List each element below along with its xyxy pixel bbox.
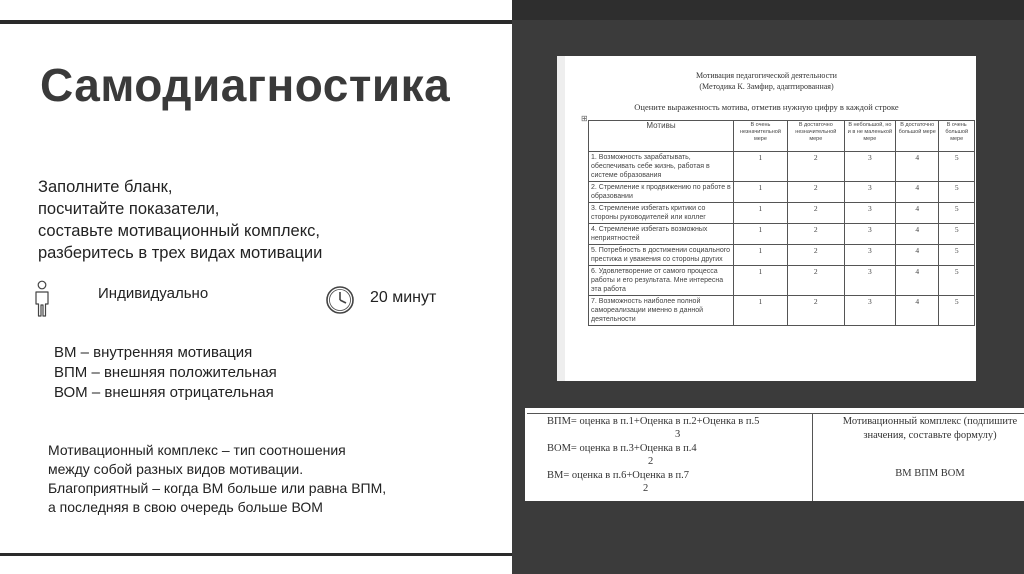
- score-cell: 1: [734, 203, 788, 224]
- score-cell: 4: [896, 152, 939, 182]
- motive-cell: 2. Стремление к продвижению по работе в образовании: [589, 182, 734, 203]
- score-cell: 5: [939, 152, 975, 182]
- score-cell: 1: [734, 296, 788, 326]
- table-row: [589, 182, 975, 203]
- column-header: В очень незначительной мере: [734, 121, 788, 152]
- complex-subtitle: значения, составьте формулу): [863, 430, 997, 441]
- sheet-subtitle: (Методика К. Замфир, адаптированная): [699, 82, 834, 91]
- score-cell: 5: [939, 203, 975, 224]
- instruction-line: разберитесь в трех видах мотивации: [38, 244, 323, 262]
- formula-box: [525, 408, 1024, 501]
- score-cell: 1: [734, 152, 788, 182]
- score-cell: 1: [734, 224, 788, 245]
- score-cell: 4: [896, 296, 939, 326]
- motive-cell: 3. Стремление избегать критики со стороны руководителей или коллег: [589, 203, 734, 224]
- vom-formula: ВОМ= оценка в п.3+Оценка в п.4: [547, 443, 697, 454]
- slide-title: Самодиагностика: [40, 59, 451, 111]
- definition-line: Мотивационный комплекс – тип соотношения: [48, 442, 346, 458]
- column-header: В небольшой, но и в не маленькой мере: [844, 121, 895, 152]
- score-cell: 5: [939, 224, 975, 245]
- score-cell: 2: [787, 203, 844, 224]
- score-cell: 5: [939, 296, 975, 326]
- table-row: [589, 224, 975, 245]
- table-row: [589, 203, 975, 224]
- person-icon: [30, 280, 54, 318]
- score-cell: 3: [844, 152, 895, 182]
- score-cell: 1: [734, 266, 788, 296]
- score-cell: 5: [939, 266, 975, 296]
- vpm-denominator: 3: [675, 429, 681, 440]
- table-row: [589, 152, 975, 182]
- table-header-row: [589, 121, 975, 152]
- score-cell: 2: [787, 182, 844, 203]
- instruction-line: посчитайте показатели,: [38, 200, 220, 218]
- motive-cell: 4. Стремление избегать возможных неприятностей: [589, 224, 734, 245]
- table-row: [589, 266, 975, 296]
- mode-label: Индивидуально: [98, 285, 209, 302]
- sheet-instruction: Оцените выраженность мотива, отметив нужную цифру в каждой строке: [634, 102, 899, 112]
- right-panel-top-strip: [512, 0, 1024, 20]
- score-cell: 4: [896, 266, 939, 296]
- definition-line: Благоприятный – когда ВМ больше или равна ВПМ,: [48, 480, 387, 496]
- table-anchor-icon: ⊞: [581, 114, 588, 123]
- column-header: Мотивы: [589, 121, 734, 152]
- instruction-line: составьте мотивационный комплекс,: [38, 222, 320, 240]
- score-cell: 4: [896, 182, 939, 203]
- sheet-title: Мотивация педагогической деятельности: [696, 71, 837, 80]
- motivation-legend: [54, 343, 277, 403]
- score-cell: 4: [896, 203, 939, 224]
- vom-denominator: 2: [648, 456, 654, 467]
- motives-table: [588, 120, 975, 326]
- motive-cell: 1. Возможность зарабатывать, обеспечивать себе жизнь, работая в системе образования: [589, 152, 734, 182]
- table-row: [589, 296, 975, 326]
- score-cell: 4: [896, 245, 939, 266]
- score-cell: 3: [844, 296, 895, 326]
- top-divider: [0, 20, 512, 24]
- legend-item: ВМ – внутренняя мотивация: [54, 344, 253, 361]
- bottom-divider: [0, 553, 512, 556]
- score-cell: 3: [844, 266, 895, 296]
- definition-text: [48, 441, 386, 517]
- formula-top-border: [527, 413, 1024, 414]
- score-cell: 2: [787, 245, 844, 266]
- questionnaire-sheet: [557, 56, 976, 381]
- definition-line: а последняя в свою очередь больше ВОМ: [48, 499, 323, 515]
- column-header: В достаточно незначительной мере: [787, 121, 844, 152]
- clock-icon: [325, 285, 355, 315]
- column-header: В очень большой мере: [939, 121, 975, 152]
- score-cell: 5: [939, 245, 975, 266]
- motive-cell: 5. Потребность в достижении социального престижа и уважения со стороны других: [589, 245, 734, 266]
- column-header: В достаточно большой мере: [896, 121, 939, 152]
- instructions: [38, 176, 322, 264]
- score-cell: 3: [844, 224, 895, 245]
- score-cell: 3: [844, 182, 895, 203]
- motive-cell: 7. Возможность наиболее полной самореализации именно в данной деятельности: [589, 296, 734, 326]
- score-cell: 2: [787, 296, 844, 326]
- score-cell: 1: [734, 245, 788, 266]
- time-label: 20 минут: [370, 289, 437, 306]
- score-cell: 5: [939, 182, 975, 203]
- complex-formula: ВМ ВПМ ВОМ: [895, 468, 965, 479]
- motive-cell: 6. Удовлетворение от самого процесса работы и его результата. Мне интересна эта работа: [589, 266, 734, 296]
- score-cell: 2: [787, 224, 844, 245]
- legend-item: ВОМ – внешняя отрицательная: [54, 384, 274, 401]
- vpm-formula: ВПМ= оценка в п.1+Оценка в п.2+Оценка в п.5: [547, 416, 760, 427]
- score-cell: 1: [734, 182, 788, 203]
- score-cell: 4: [896, 224, 939, 245]
- formula-divider: [812, 414, 813, 501]
- vm-denominator: 2: [643, 483, 649, 494]
- definition-line: между собой разных видов мотивации.: [48, 461, 304, 477]
- score-cell: 3: [844, 245, 895, 266]
- instruction-line: Заполните бланк,: [38, 178, 173, 196]
- vm-formula: ВМ= оценка в п.6+Оценка в п.7: [547, 470, 690, 481]
- score-cell: 3: [844, 203, 895, 224]
- legend-item: ВПМ – внешняя положительная: [54, 364, 277, 381]
- table-row: [589, 245, 975, 266]
- complex-title: Мотивационный комплекс (подпишите: [842, 416, 1018, 427]
- score-cell: 2: [787, 266, 844, 296]
- score-cell: 2: [787, 152, 844, 182]
